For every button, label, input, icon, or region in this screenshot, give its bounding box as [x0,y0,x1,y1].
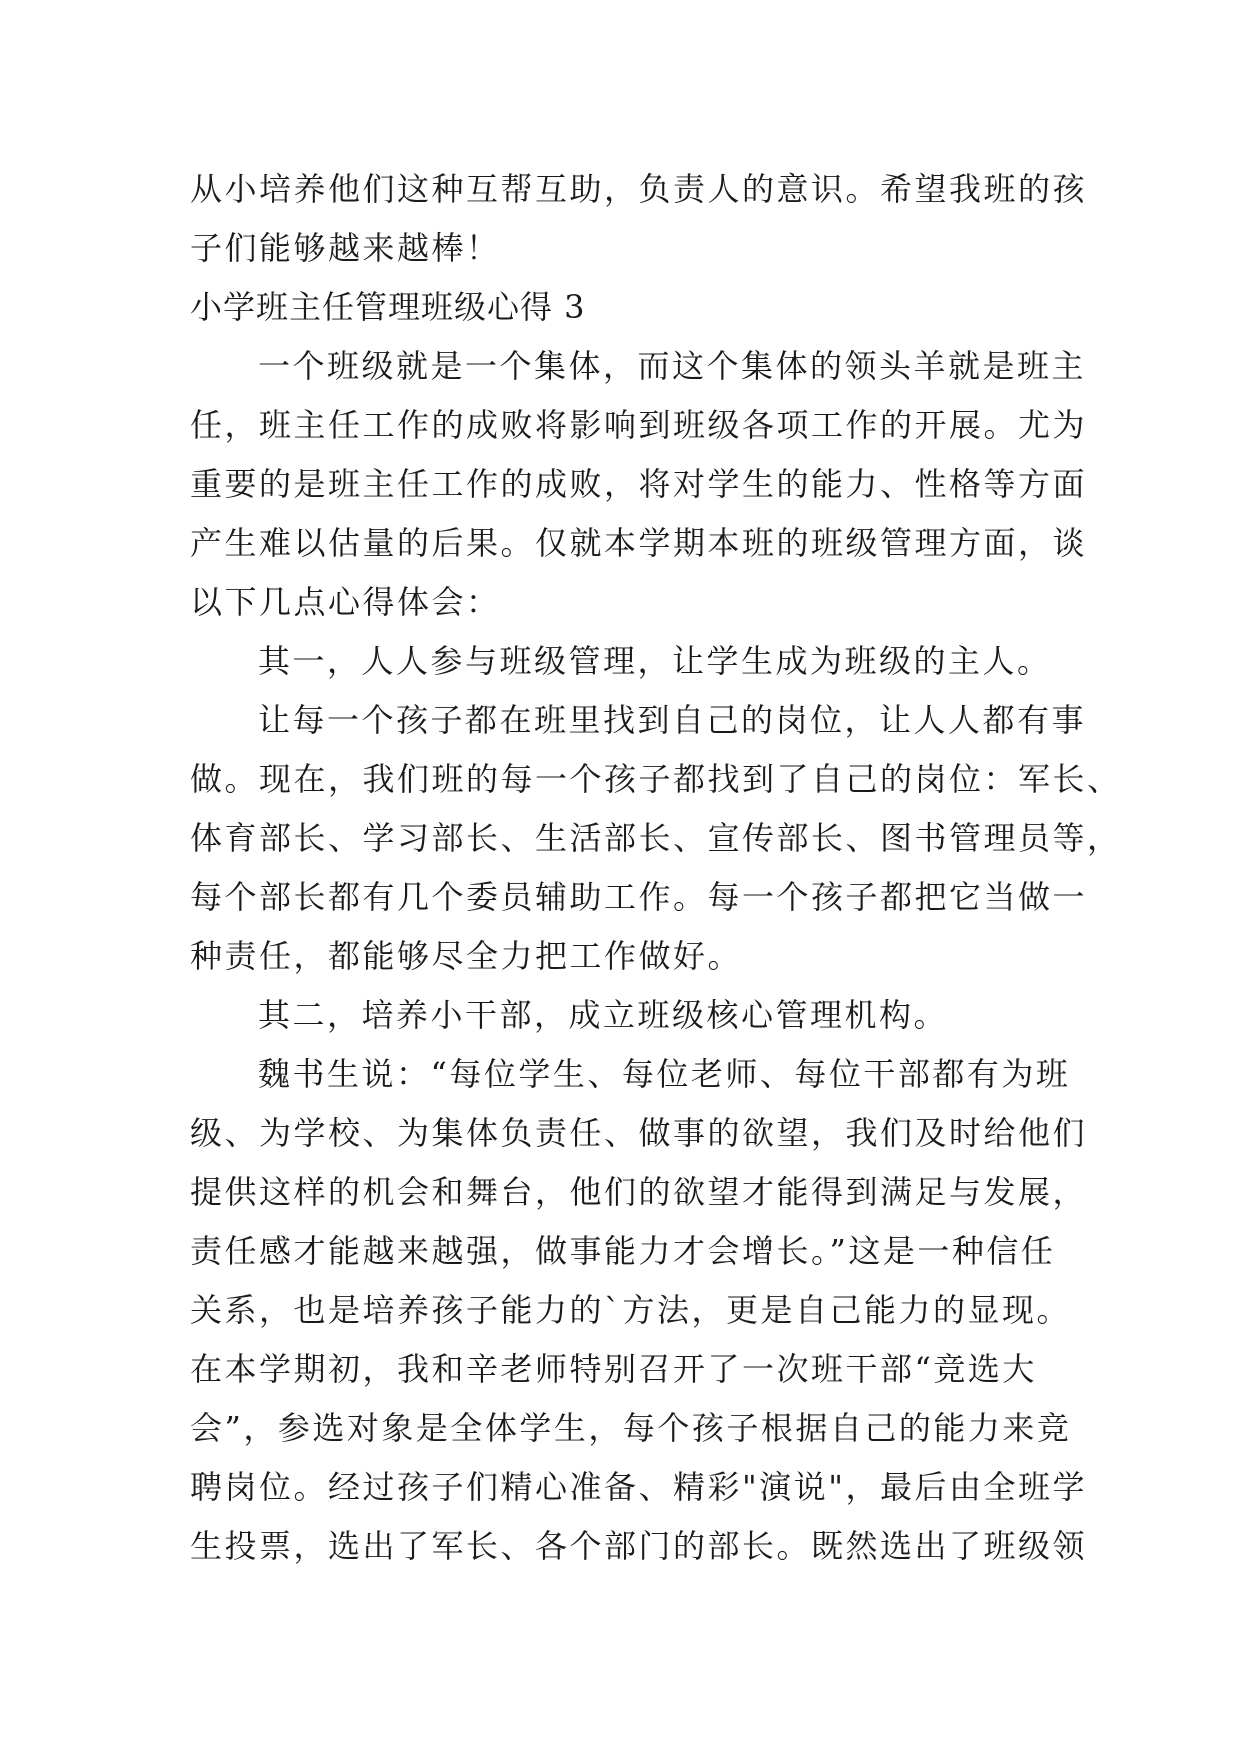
paragraph-line: 其二，培养小干部，成立班级核心管理机构。 [258,996,949,1034]
paragraph-line: 级、为学校、为集体负责任、做事的欲望，我们及时给他们 [190,1114,1088,1152]
paragraph-line: 以下几点心得体会： [190,583,501,621]
paragraph-line: 一个班级就是一个集体，而这个集体的领头羊就是班主 [258,347,1087,385]
section-heading: 小学班主任管理班级心得 3 [190,288,586,326]
paragraph-line: 会”，参选对象是全体学生，每个孩子根据自己的能力来竞 [190,1409,1072,1447]
paragraph-line: 责任感才能越来越强，做事能力才会增长。”这是一种信任 [190,1232,1056,1270]
paragraph-line: 在本学期初，我和辛老师特别召开了一次班干部“竞选大 [190,1350,1037,1388]
paragraph-line: 让每一个孩子都在班里找到自己的岗位，让人人都有事 [258,701,1087,739]
paragraph-line: 聘岗位。经过孩子们精心准备、精彩"演说"，最后由全班学 [190,1468,1087,1506]
document-body [190,160,1122,1576]
paragraph-line: 体育部长、学习部长、生活部长、宣传部长、图书管理员等， [190,819,1122,857]
paragraph-line: 产生难以估量的后果。仅就本学期本班的班级管理方面，谈 [190,524,1088,562]
paragraph-line: 魏书生说：“每位学生、每位老师、每位干部都有为班 [258,1055,1071,1093]
paragraph-line: 生投票，选出了军长、各个部门的部长。既然选出了班级领 [190,1527,1088,1565]
paragraph-line: 提供这样的机会和舞台，他们的欲望才能得到满足与发展， [190,1173,1088,1211]
paragraph-line: 种责任，都能够尽全力把工作做好。 [190,937,743,975]
paragraph-line: 每个部长都有几个委员辅助工作。每一个孩子都把它当做一 [190,878,1088,916]
paragraph-line: 子们能够越来越棒！ [190,229,501,267]
paragraph-line: 从小培养他们这种互帮互助，负责人的意识。希望我班的孩 [190,170,1088,208]
paragraph-line: 重要的是班主任工作的成败，将对学生的能力、性格等方面 [190,465,1088,503]
paragraph-line: 其一，人人参与班级管理，让学生成为班级的主人。 [258,642,1052,680]
paragraph-line: 关系，也是培养孩子能力的`方法，更是自己能力的显现。 [190,1291,1072,1329]
paragraph-line: 任，班主任工作的成败将影响到班级各项工作的开展。尤为 [190,406,1088,444]
paragraph-line: 做。现在，我们班的每一个孩子都找到了自己的岗位：军长、 [190,760,1122,798]
